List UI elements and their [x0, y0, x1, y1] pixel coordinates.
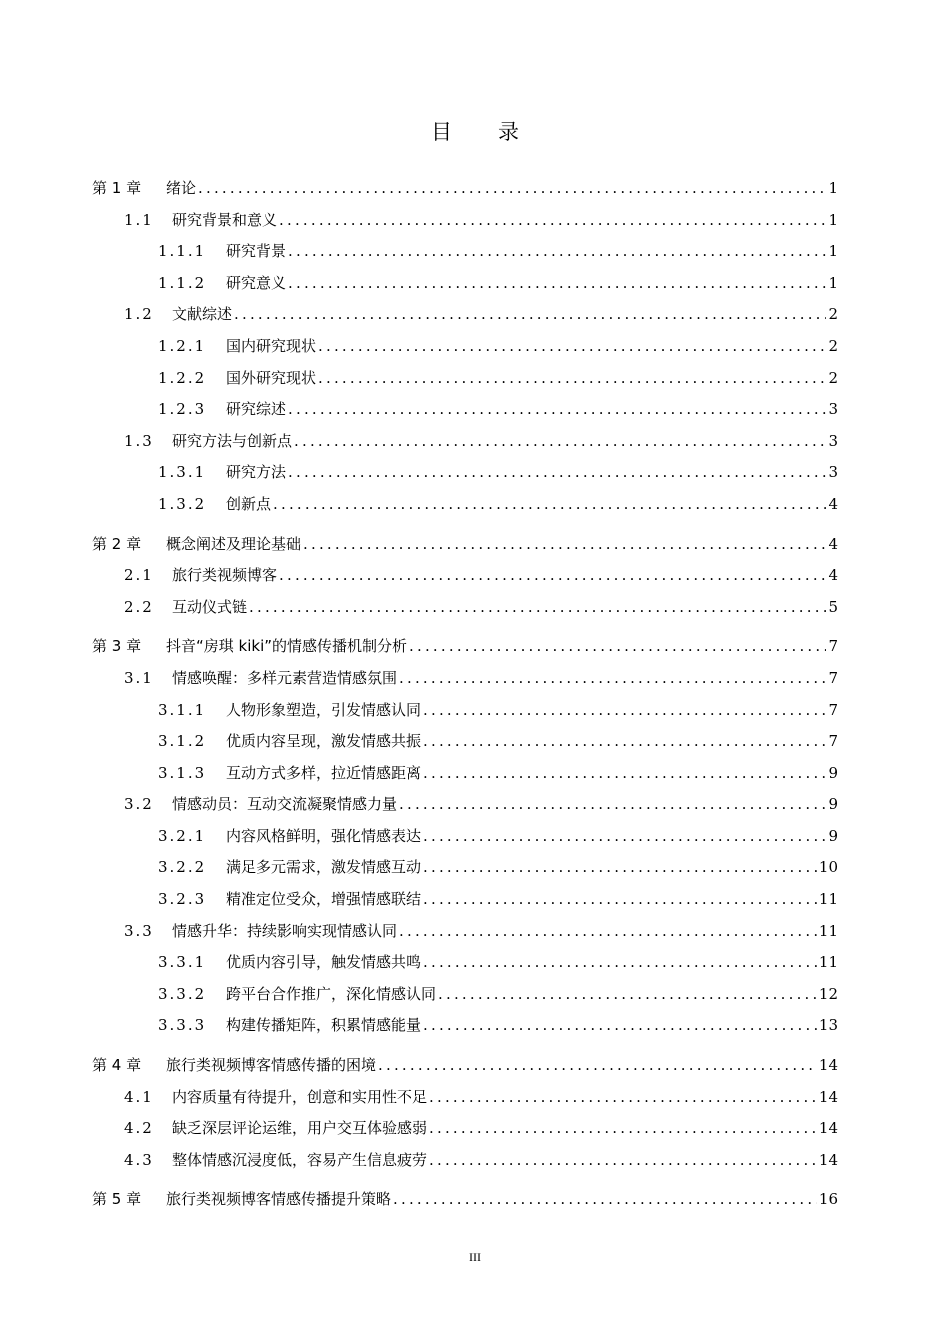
toc-entry-label: 旅行类视频博客情感传播的困境: [166, 1056, 377, 1075]
toc-entry-label: 优质内容呈现，激发情感共振: [226, 732, 422, 751]
toc-entry-number: 3.1.1: [158, 700, 207, 719]
toc-entry-number: 1.2.3: [158, 400, 207, 419]
toc-section-entry[interactable]: [92, 983, 838, 1015]
toc-entry-number: 1.1.2: [158, 273, 207, 292]
toc-dot-leader: [303, 535, 826, 553]
toc-entry-label: 情感唤醒：多样元素营造情感氛围: [172, 668, 398, 687]
toc-entry-number: 1.1.1: [158, 242, 207, 261]
toc-entry-page: 3: [828, 463, 838, 482]
toc-entry-page: 4: [828, 566, 838, 585]
toc-entry-page: 5: [828, 597, 838, 616]
toc-entry-page: 11: [818, 890, 838, 909]
toc-entry-number: 第 3 章: [92, 637, 142, 656]
toc-entry-page: 9: [828, 795, 838, 814]
toc-entry-label: 国内研究现状: [226, 336, 317, 355]
toc-section-entry[interactable]: [92, 951, 838, 983]
toc-entry-number: 1.2: [124, 305, 154, 324]
toc-entry-page: 2: [828, 368, 838, 387]
toc-entry-label: 整体情感沉浸度低，容易产生信息疲劳: [172, 1150, 428, 1169]
toc-dot-leader: [273, 495, 826, 513]
toc-entry-label: 旅行类视频博客情感传播提升策略: [166, 1190, 392, 1209]
toc-entry-number: 1.3.2: [158, 494, 207, 513]
toc-entry-label: 互动方式多样，拉近情感距离: [226, 763, 422, 782]
toc-entry-number: 3.2.1: [158, 826, 207, 845]
toc-entry-number: 1.2.1: [158, 336, 207, 355]
toc-entry-label: 国外研究现状: [226, 368, 317, 387]
toc-dot-leader: [288, 274, 826, 292]
toc-entry-number: 3.3.1: [158, 953, 207, 972]
toc-entry-page: 3: [828, 431, 838, 450]
toc-entry-page: 11: [818, 953, 838, 972]
toc-entry-page: 1: [828, 179, 838, 197]
toc-dot-leader: [423, 732, 826, 750]
toc-entry-number: 1.1: [124, 210, 154, 229]
toc-entry-page: 7: [828, 700, 838, 719]
toc-section-entry[interactable]: [92, 493, 838, 525]
toc-entry-label: 旅行类视频博客: [172, 566, 278, 585]
toc-entry-label: 人物形象塑造，引发情感认同: [226, 700, 422, 719]
toc-section-entry[interactable]: [92, 240, 838, 272]
toc-entry-number: 第 1 章: [92, 179, 142, 197]
toc-dot-leader: [423, 827, 826, 845]
toc-section-entry[interactable]: [92, 730, 838, 762]
toc-dot-leader: [423, 858, 817, 876]
toc-chapter-entry[interactable]: [92, 1188, 838, 1220]
toc-entry-number: 3.3: [124, 921, 154, 940]
toc-entry-page: 7: [828, 637, 838, 656]
toc-entry-page: 14: [818, 1087, 838, 1106]
toc-dot-leader: [399, 795, 826, 813]
toc-entry-number: 第 4 章: [92, 1056, 142, 1075]
toc-section-entry[interactable]: [92, 596, 838, 628]
toc-dot-leader: [318, 369, 826, 387]
toc-entry-number: 4.3: [124, 1150, 154, 1169]
page-number-footer: III: [469, 1250, 481, 1264]
toc-entry-page: 11: [818, 921, 838, 940]
toc-entry-label: 创新点: [226, 494, 272, 513]
toc-title: 目录: [431, 120, 565, 144]
toc-section-entry[interactable]: [92, 888, 838, 920]
toc-section-entry[interactable]: [92, 272, 838, 304]
toc-dot-leader: [288, 463, 826, 481]
toc-entry-label: 互动仪式链: [172, 597, 248, 616]
table-of-contents: [92, 177, 838, 1220]
toc-entry-number: 2.2: [124, 597, 154, 616]
toc-dot-leader: [399, 669, 826, 687]
toc-entry-number: 4.1: [124, 1087, 154, 1106]
toc-entry-number: 1.3: [124, 431, 154, 450]
toc-entry-label: 构建传播矩阵，积累情感能量: [226, 1016, 422, 1035]
toc-entry-page: 9: [828, 826, 838, 845]
toc-dot-leader: [393, 1190, 817, 1208]
toc-dot-leader: [423, 1016, 817, 1034]
toc-section-entry[interactable]: [92, 1086, 838, 1118]
toc-dot-leader: [318, 337, 826, 355]
toc-section-entry[interactable]: [92, 1149, 838, 1181]
toc-section-entry[interactable]: [92, 209, 838, 241]
toc-dot-leader: [288, 242, 826, 260]
toc-dot-leader: [438, 985, 817, 1003]
toc-entry-number: 3.2.2: [158, 858, 207, 877]
toc-entry-label: 满足多元需求，激发情感互动: [226, 858, 422, 877]
toc-entry-page: 4: [828, 534, 838, 553]
toc-section-entry[interactable]: [92, 1014, 838, 1046]
toc-entry-page: 7: [828, 668, 838, 687]
toc-dot-leader: [378, 1056, 817, 1074]
toc-section-entry[interactable]: [92, 335, 838, 367]
toc-section-entry[interactable]: [92, 1117, 838, 1149]
toc-entry-page: 12: [818, 984, 838, 1003]
toc-dot-leader: [429, 1119, 817, 1137]
toc-entry-number: 3.1.2: [158, 732, 207, 751]
toc-entry-number: 3.1.3: [158, 763, 207, 782]
toc-entry-label: 概念阐述及理论基础: [166, 534, 302, 553]
toc-chapter-entry[interactable]: [92, 177, 838, 209]
toc-entry-label: 研究背景和意义: [172, 210, 278, 229]
toc-dot-leader: [423, 764, 826, 782]
toc-dot-leader: [234, 305, 826, 323]
toc-dot-leader: [279, 211, 826, 229]
toc-entry-label: 研究背景: [226, 242, 287, 261]
toc-section-entry[interactable]: [92, 667, 838, 699]
toc-section-entry[interactable]: [92, 461, 838, 493]
toc-section-entry[interactable]: [92, 564, 838, 596]
toc-entry-page: 14: [818, 1119, 838, 1138]
toc-entry-label: 研究方法与创新点: [172, 431, 293, 450]
toc-chapter-entry[interactable]: [92, 1054, 838, 1086]
toc-section-entry[interactable]: [92, 856, 838, 888]
toc-entry-page: 13: [818, 1016, 838, 1035]
toc-entry-number: 4.2: [124, 1119, 154, 1138]
toc-dot-leader: [198, 179, 826, 197]
toc-entry-page: 2: [828, 305, 838, 324]
toc-entry-number: 3.3.3: [158, 1016, 207, 1035]
toc-entry-label: 优质内容引导，触发情感共鸣: [226, 953, 422, 972]
toc-entry-page: 10: [818, 858, 838, 877]
toc-entry-label: 研究意义: [226, 273, 287, 292]
toc-dot-leader: [423, 701, 826, 719]
toc-entry-page: 14: [818, 1150, 838, 1169]
toc-entry-page: 1: [828, 273, 838, 292]
toc-section-entry[interactable]: [92, 367, 838, 399]
toc-dot-leader: [249, 598, 826, 616]
toc-entry-page: 3: [828, 400, 838, 419]
toc-dot-leader: [288, 400, 826, 418]
toc-entry-number: 3.3.2: [158, 984, 207, 1003]
toc-entry-label: 情感升华：持续影响实现情感认同: [172, 921, 398, 940]
toc-entry-label: 绪论: [166, 179, 197, 197]
toc-section-entry[interactable]: [92, 920, 838, 952]
toc-entry-label: 缺乏深层评论运维，用户交互体验感弱: [172, 1119, 428, 1138]
toc-dot-leader: [423, 953, 817, 971]
toc-entry-number: 2.1: [124, 566, 154, 585]
toc-dot-leader: [429, 1088, 817, 1106]
toc-entry-page: 16: [818, 1190, 838, 1209]
toc-entry-label: 情感动员：互动交流凝聚情感力量: [172, 795, 398, 814]
toc-chapter-entry[interactable]: [92, 533, 838, 565]
toc-section-entry[interactable]: [92, 303, 838, 335]
toc-section-entry[interactable]: [92, 699, 838, 731]
toc-entry-page: 14: [818, 1056, 838, 1075]
toc-dot-leader: [279, 566, 826, 584]
toc-section-entry[interactable]: [92, 430, 838, 462]
toc-section-entry[interactable]: [92, 398, 838, 430]
toc-section-entry[interactable]: [92, 793, 838, 825]
toc-entry-page: 1: [828, 242, 838, 261]
toc-entry-number: 3.1: [124, 668, 154, 687]
toc-entry-label: 内容质量有待提升，创意和实用性不足: [172, 1087, 428, 1106]
toc-dot-leader: [294, 432, 826, 450]
toc-dot-leader: [429, 1151, 817, 1169]
toc-entry-label: 研究综述: [226, 400, 287, 419]
toc-entry-number: 1.2.2: [158, 368, 207, 387]
toc-entry-label: 跨平台合作推广，深化情感认同: [226, 984, 437, 1003]
toc-entry-label: 精准定位受众，增强情感联结: [226, 890, 422, 909]
toc-dot-leader: [399, 922, 817, 940]
toc-entry-label: 抖音“房琪 kiki”的情感传播机制分析: [166, 637, 408, 656]
toc-entry-number: 1.3.1: [158, 463, 207, 482]
toc-entry-page: 9: [828, 763, 838, 782]
toc-dot-leader: [409, 637, 826, 655]
toc-entry-label: 文献综述: [172, 305, 233, 324]
toc-entry-page: 1: [828, 210, 838, 229]
toc-entry-page: 7: [828, 732, 838, 751]
toc-chapter-entry[interactable]: [92, 635, 838, 667]
toc-entry-page: 4: [828, 494, 838, 513]
toc-entry-label: 研究方法: [226, 463, 287, 482]
toc-section-entry[interactable]: [92, 762, 838, 794]
toc-entry-label: 内容风格鲜明，强化情感表达: [226, 826, 422, 845]
toc-entry-page: 2: [828, 336, 838, 355]
toc-section-entry[interactable]: [92, 825, 838, 857]
toc-entry-number: 3.2: [124, 795, 154, 814]
toc-entry-number: 3.2.3: [158, 890, 207, 909]
toc-entry-number: 第 2 章: [92, 534, 142, 553]
toc-entry-number: 第 5 章: [92, 1190, 142, 1209]
toc-dot-leader: [423, 890, 817, 908]
